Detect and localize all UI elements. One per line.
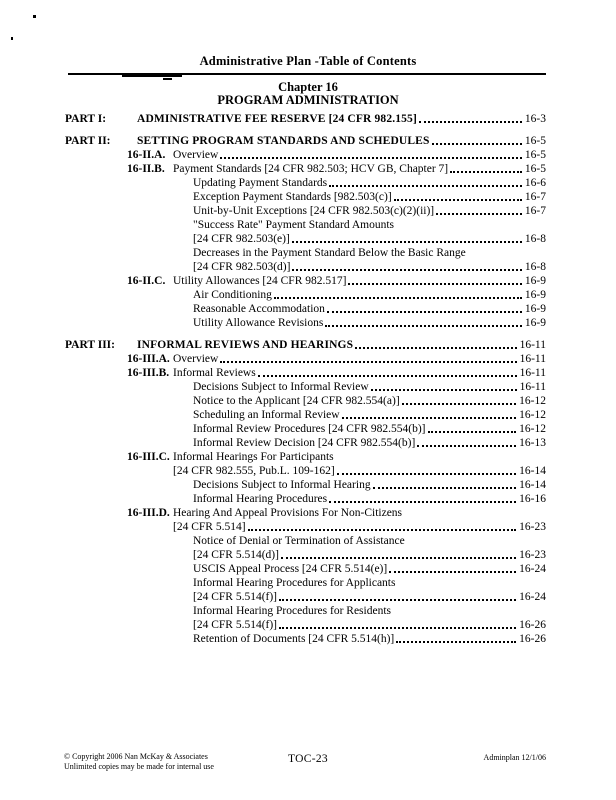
toc-page-number: 16-24 [519,591,546,603]
toc-row [193,302,546,316]
toc-row [193,260,546,274]
chapter-title: PROGRAM ADMINISTRATION [217,93,399,107]
toc-leader [327,311,522,313]
toc-row [193,436,546,450]
toc-row [193,604,546,618]
toc-row-num: 16-III.C. [127,451,170,463]
toc-page-number: 16-11 [519,381,546,393]
toc-leader [292,241,522,243]
toc-row-num: PART III: [65,339,115,351]
table-of-contents [65,112,546,646]
footer-copyright-line2: Unlimited copies may be made for internal use [64,762,214,771]
toc-leader [329,501,516,503]
toc-row [65,338,546,352]
toc-page-number: 16-16 [519,493,546,505]
toc-row [193,380,546,394]
toc-row-text: Informal Reviews [173,367,256,379]
toc-row [193,576,546,590]
toc-page-number: 16-3 [524,113,546,125]
toc-leader [329,185,522,187]
toc-row [173,464,546,478]
toc-leader [279,627,516,629]
toc-row-text: Retention of Documents [24 CFR 5.514(h)] [193,633,395,645]
toc-page-number: 16-11 [519,339,546,351]
toc-page-number: 16-12 [519,423,546,435]
toc-page-number: 16-14 [519,479,546,491]
toc-leader [417,445,516,447]
toc-row-text: Notice of Denial or Termination of Assistance [193,535,405,547]
toc-page-number: 16-8 [524,233,546,245]
toc-row [193,590,546,604]
toc-row [127,148,546,162]
header-rule-artifact [163,78,172,80]
toc-row-text: [24 CFR 5.514] [173,521,246,533]
toc-row-text: Exception Payment Standards [982.503(c)] [193,191,392,203]
toc-row [193,204,546,218]
toc-row [127,506,546,520]
toc-row [65,134,546,148]
toc-page-number: 16-5 [524,149,546,161]
toc-row-text: Decisions Subject to Informal Hearing [193,479,371,491]
toc-row-text: "Success Rate" Payment Standard Amounts [193,219,395,231]
toc-leader [402,403,517,405]
chapter-number: Chapter 16 [278,80,338,94]
toc-row [127,352,546,366]
toc-leader [371,389,517,391]
toc-leader [396,641,516,643]
toc-row [193,232,546,246]
toc-row-text: Informal Hearing Procedures [193,493,328,505]
toc-leader [220,361,516,363]
document-header-title: Administrative Plan -Table of Contents [199,54,417,68]
toc-page-number: 16-9 [524,303,546,315]
toc-row [193,394,546,408]
toc-row-text: Reasonable Accommodation [193,303,325,315]
toc-page-number: 16-9 [524,317,546,329]
toc-page-number: 16-14 [519,465,546,477]
toc-row-num: 16-II.B. [127,163,165,175]
toc-page-number: 16-12 [519,395,546,407]
toc-row-text: Informal Review Decision [24 CFR 982.554(b)] [193,437,416,449]
toc-row [193,190,546,204]
toc-leader [258,375,517,377]
toc-leader [389,571,516,573]
toc-leader [419,121,522,123]
toc-row [127,162,546,176]
toc-row [193,316,546,330]
toc-page-number: 16-5 [524,135,546,147]
toc-row-text: Decisions Subject to Informal Review [193,381,369,393]
toc-row [193,548,546,562]
toc-row-text: Payment Standards [24 CFR 982.503; HCV GB, Chapter 7] [173,163,449,175]
toc-row [193,288,546,302]
toc-leader [337,473,517,475]
toc-leader [342,417,517,419]
toc-leader [325,325,522,327]
toc-leader [450,171,522,173]
toc-leader [436,213,522,215]
toc-row-text: Overview [173,353,219,365]
toc-row [193,632,546,646]
toc-row [127,450,546,464]
toc-page-number: 16-13 [519,437,546,449]
toc-row-text: [24 CFR 5.514(f)] [193,591,278,603]
toc-row-text: Hearing And Appeal Provisions For Non-Citizens [173,507,403,519]
footer-doc-ref: Adminplan 12/1/06 [483,753,546,762]
toc-row-text: [24 CFR 5.514(d)] [193,549,279,561]
toc-row-text: [24 CFR 982.555, Pub.L. 109-162] [173,465,335,477]
toc-page-number: 16-12 [519,409,546,421]
toc-page-number: 16-9 [524,275,546,287]
toc-leader [394,199,522,201]
toc-row-num: 16-III.B. [127,367,170,379]
toc-row [193,176,546,190]
toc-page-number: 16-11 [519,353,546,365]
toc-page-number: 16-26 [519,633,546,645]
toc-row [193,534,546,548]
toc-row [193,618,546,632]
toc-page-number: 16-6 [524,177,546,189]
toc-leader [281,557,516,559]
toc-row [193,562,546,576]
toc-row-text: Informal Hearing Procedures for Applicants [193,577,396,589]
toc-row-text: Informal Hearing Procedures for Residents [193,605,391,617]
toc-row-text: Informal Review Procedures [24 CFR 982.554(b)] [193,423,426,435]
scan-artifact-dot [33,15,36,18]
toc-page-number: 16-9 [524,289,546,301]
toc-row-text: Air Conditioning [193,289,272,301]
toc-page-number: 16-7 [524,191,546,203]
toc-row [127,274,546,288]
toc-page-number: 16-11 [519,367,546,379]
toc-row-num: 16-III.D. [127,507,170,519]
toc-leader [292,269,521,271]
toc-row-text: ADMINISTRATIVE FEE RESERVE [24 CFR 982.155] [137,113,417,125]
toc-row-text: SETTING PROGRAM STANDARDS AND SCHEDULES [137,135,430,147]
toc-row-text: [24 CFR 982.503(e)] [193,233,290,245]
toc-row-text: Overview [173,149,219,161]
toc-row-text: Utility Allowances [24 CFR 982.517] [173,275,347,287]
toc-page-number: 16-26 [519,619,546,631]
toc-page-number: 16-23 [519,521,546,533]
toc-row-text: Informal Hearings For Participants [173,451,334,463]
toc-row [193,422,546,436]
toc-leader [373,487,517,489]
toc-row [193,218,546,232]
toc-page-number: 16-23 [519,549,546,561]
toc-leader [348,283,521,285]
toc-leader [432,143,522,145]
toc-row [193,492,546,506]
toc-row-text: Scheduling an Informal Review [193,409,340,421]
toc-row-text: Decreases in the Payment Standard Below the Basic Range [193,247,466,259]
toc-row-num: PART II: [65,135,111,147]
toc-leader [220,157,522,159]
toc-row-num: PART I: [65,113,107,125]
toc-row [127,366,546,380]
toc-row-num: 16-II.A. [127,149,166,161]
toc-row-text: Utility Allowance Revisions [193,317,324,329]
toc-page-number: 16-7 [524,205,546,217]
toc-leader [279,599,516,601]
toc-row-text: Unit-by-Unit Exceptions [24 CFR 982.503(c)(2)(ii)] [193,205,435,217]
toc-row [65,112,546,126]
toc-page-number: 16-8 [524,261,546,273]
toc-row-text: Updating Payment Standards [193,177,328,189]
footer-page-label: TOC-23 [288,753,328,765]
toc-row-text: [24 CFR 982.503(d)] [193,261,291,273]
footer-copyright-line1: © Copyright 2006 Nan McKay & Associates [64,752,208,761]
toc-leader [274,297,522,299]
toc-leader [248,529,517,531]
toc-row [193,408,546,422]
chapter-heading [0,81,616,107]
toc-row-text: [24 CFR 5.514(f)] [193,619,278,631]
toc-leader [355,347,516,349]
toc-row-text: Notice to the Applicant [24 CFR 982.554(a)] [193,395,400,407]
scan-artifact-dot [11,37,13,40]
toc-row-num: 16-II.C. [127,275,166,287]
toc-page-number: 16-5 [524,163,546,175]
toc-row [173,520,546,534]
toc-row-text: USCIS Appeal Process [24 CFR 5.514(e)] [193,563,388,575]
header-rule-thick-segment [122,73,182,77]
toc-row [193,478,546,492]
toc-row [193,246,546,260]
toc-row-text: INFORMAL REVIEWS AND HEARINGS [137,339,354,351]
toc-leader [428,431,517,433]
toc-page-number: 16-24 [519,563,546,575]
toc-row-num: 16-III.A. [127,353,170,365]
